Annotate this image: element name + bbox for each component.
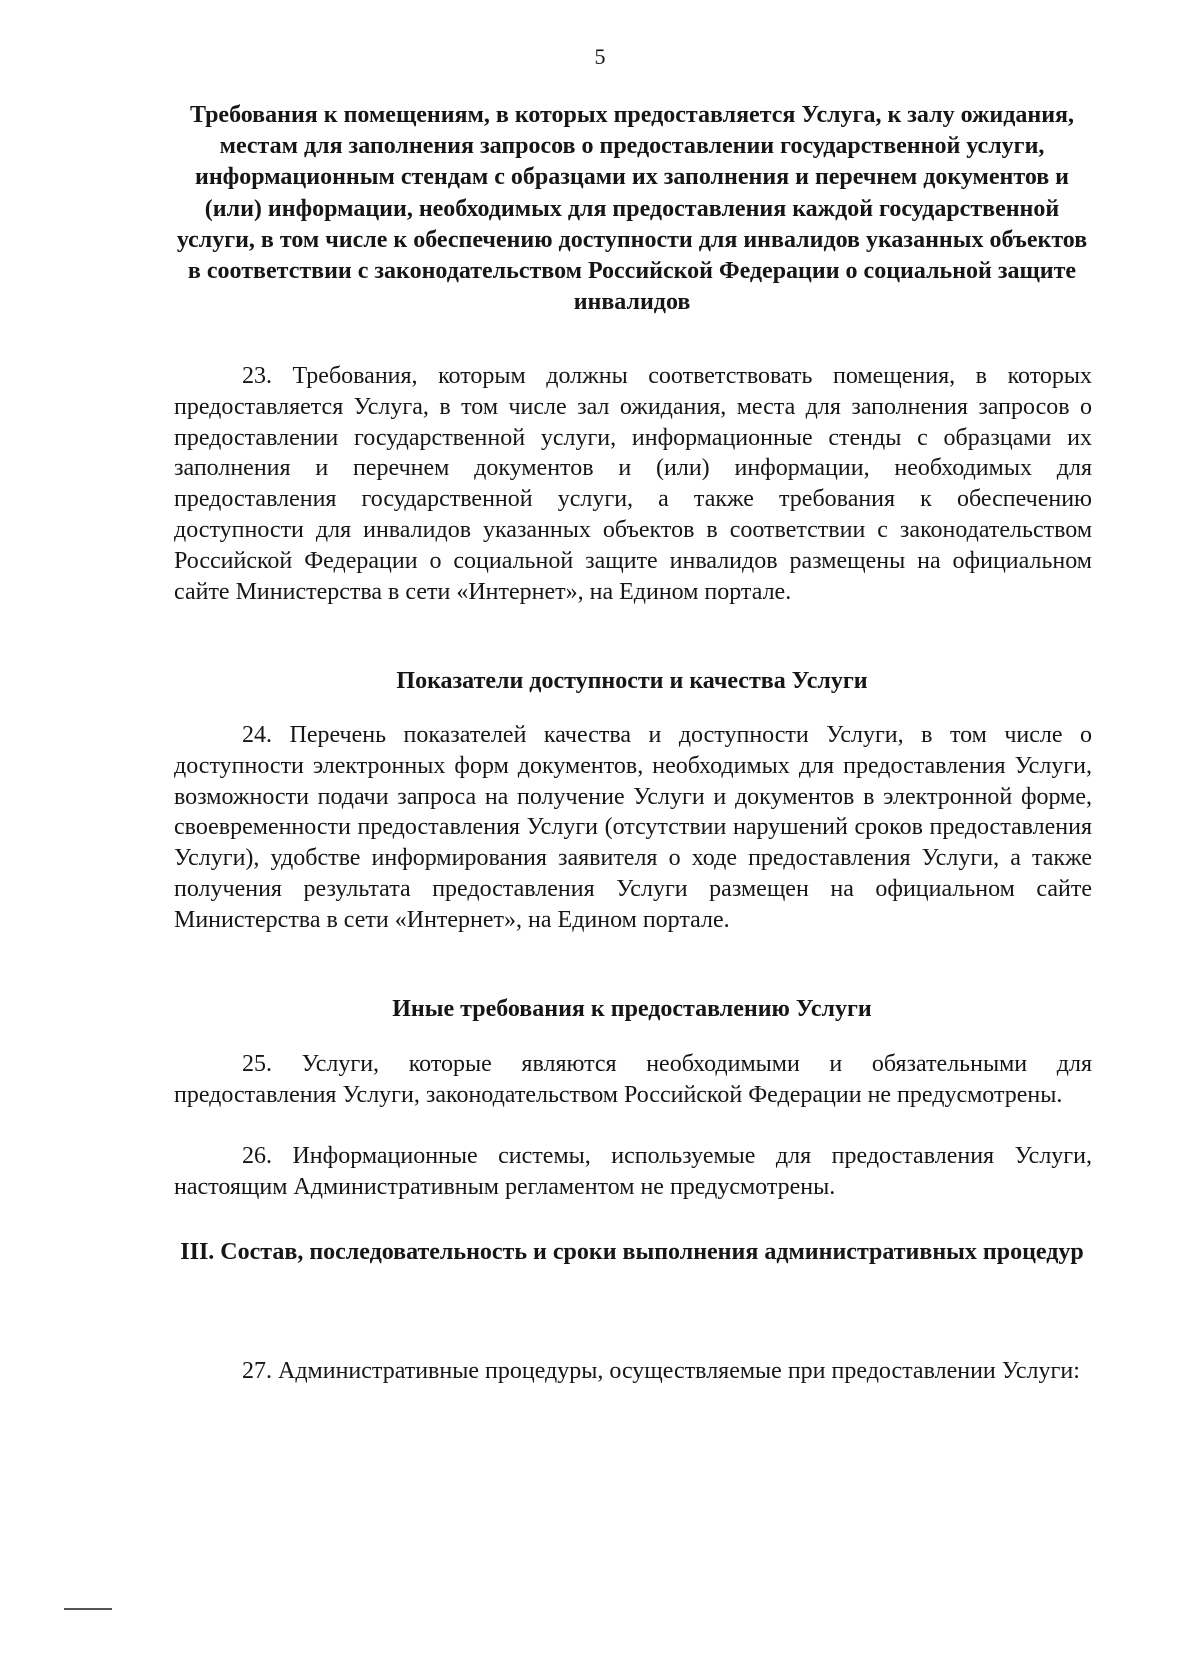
paragraph-24: 24. Перечень показателей качества и доступности Услуги, в том числе о доступности электронных форм документов, необходимых для предоставления Услуги, возможности подачи запроса на получение Услуги и документов в электронной форме, своевременности предоставления Услуги (отсутствии нарушений сроков предоставления Услуги), удобстве информирования заявителя о ходе предоставления Услуги, а также получения результата предоставления Услуги размещен на официальном сайте Министерства в сети «Интернет», на Едином портале. <box>174 722 1092 933</box>
paragraph-27: 27. Административные процедуры, осуществляемые при предоставлении Услуги: <box>242 1358 1080 1384</box>
paragraph-25: 25. Услуги, которые являются необходимыми и обязательными для предоставления Услуги, законодательством Российской Федерации не предусмотрены. <box>174 1051 1092 1108</box>
paragraph-23: 23. Требования, которым должны соответствовать помещения, в которых предоставляется Услуга, в том числе зал ожидания, места для заполнения запросов о предоставлении государственной услуги, информационные стенды с образцами их заполнения и перечнем документов и (или) информации, необходимых для предоставления государственной услуги, а также требования к обеспечению доступности для инвалидов указанных объектов в соответствии с законодательством Российской Федерации о социальной защите инвалидов размещены на официальном сайте Министерства в сети «Интернет», на Едином портале. <box>174 363 1092 605</box>
paragraph-26: 26. Информационные системы, используемые для предоставления Услуги, настоящим Административным регламентом не предусмотрены. <box>174 1143 1092 1200</box>
scan-margin-mark <box>64 1608 112 1610</box>
section-heading-accessibility-quality: Показатели доступности и качества Услуги <box>396 668 868 694</box>
page-number: 5 <box>594 44 606 69</box>
section-heading-other-requirements: Иные требования к предоставлению Услуги <box>392 996 872 1022</box>
section-heading-premises-requirements: Требования к помещениям, в которых предоставляется Услуга, к залу ожидания, местам для заполнения запросов о предоставлении государственной услуги, информационным стендам с образцами их заполнения и перечнем документов и (или) информации, необходимых для предоставления каждой государственной услуги, в том числе к обеспечению доступности для инвалидов указанных объектов в соответствии с законодательством Российской Федерации о социальной защите инвалидов <box>176 102 1088 316</box>
section-heading-administrative-procedures: III. Состав, последовательность и сроки выполнения административных процедур <box>180 1239 1084 1265</box>
